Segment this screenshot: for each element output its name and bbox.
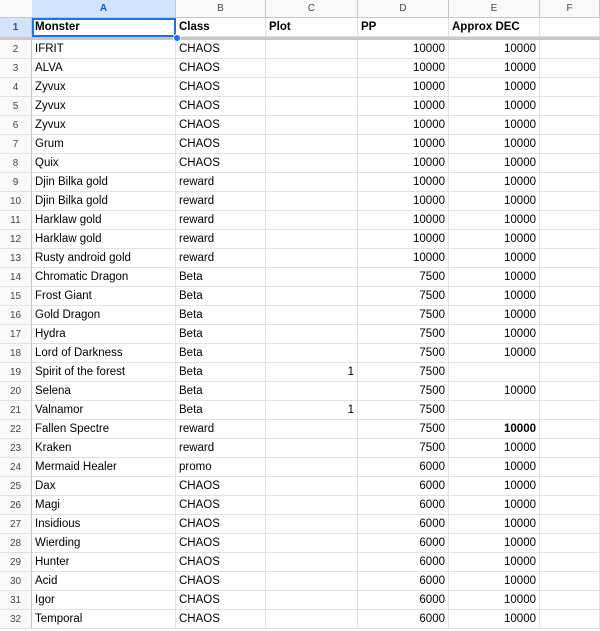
cell-plot[interactable] (266, 268, 358, 287)
cell-plot[interactable] (266, 135, 358, 154)
cell-class[interactable]: CHAOS (176, 610, 266, 629)
cell-f[interactable] (540, 173, 600, 192)
cell-pp[interactable]: 7500 (358, 382, 449, 401)
cell-f[interactable] (540, 59, 600, 78)
cell-dec[interactable]: 10000 (449, 173, 540, 192)
cell-pp[interactable]: 7500 (358, 287, 449, 306)
table-row (0, 268, 600, 287)
cell-monster[interactable]: Harklaw gold (32, 230, 176, 249)
cell-plot[interactable] (266, 173, 358, 192)
cell-pp[interactable]: 7500 (358, 306, 449, 325)
table-row (0, 572, 600, 591)
cell-monster[interactable]: Lord of Darkness (32, 344, 176, 363)
cell-class[interactable]: CHAOS (176, 591, 266, 610)
cell-f[interactable] (540, 135, 600, 154)
column-header-d[interactable]: D (358, 0, 449, 17)
cell-class[interactable]: Beta (176, 287, 266, 306)
cell-plot[interactable] (266, 534, 358, 553)
header-cell-dec[interactable]: Approx DEC (449, 18, 540, 37)
cell-pp[interactable]: 6000 (358, 477, 449, 496)
column-header-e[interactable]: E (449, 0, 540, 17)
cell-monster[interactable]: Zyvux (32, 116, 176, 135)
cell-dec[interactable]: 10000 (449, 135, 540, 154)
cell-monster[interactable]: Grum (32, 135, 176, 154)
cell-class[interactable]: Beta (176, 325, 266, 344)
cell-f[interactable] (540, 230, 600, 249)
header-cell-f[interactable] (540, 18, 600, 37)
table-row (0, 553, 600, 572)
cell-plot[interactable] (266, 572, 358, 591)
cell-dec[interactable]: 10000 (449, 306, 540, 325)
row-number[interactable]: 4 (0, 78, 32, 97)
row-number[interactable]: 32 (0, 610, 32, 629)
cell-pp[interactable]: 10000 (358, 40, 449, 59)
cell-monster[interactable]: Igor (32, 591, 176, 610)
table-row (0, 325, 600, 344)
table-row (0, 610, 600, 629)
cell-f[interactable] (540, 534, 600, 553)
row-number[interactable]: 5 (0, 97, 32, 116)
table-row (0, 211, 600, 230)
cell-monster[interactable]: Valnamor (32, 401, 176, 420)
cell-pp[interactable]: 10000 (358, 249, 449, 268)
cell-monster[interactable]: Wierding (32, 534, 176, 553)
cell-plot[interactable] (266, 78, 358, 97)
cell-monster[interactable]: Harklaw gold (32, 211, 176, 230)
cell-monster[interactable]: Quix (32, 154, 176, 173)
cell-plot[interactable] (266, 230, 358, 249)
cell-dec[interactable]: 10000 (449, 420, 540, 439)
cell-plot[interactable] (266, 439, 358, 458)
cell-monster[interactable]: Kraken (32, 439, 176, 458)
cell-dec[interactable]: 10000 (449, 382, 540, 401)
table-row (0, 306, 600, 325)
table-row (0, 59, 600, 78)
select-all-corner[interactable] (0, 0, 33, 17)
row-number[interactable]: 6 (0, 116, 32, 135)
cell-class[interactable]: reward (176, 230, 266, 249)
cell-plot[interactable] (266, 59, 358, 78)
cell-class[interactable]: CHAOS (176, 59, 266, 78)
cell-monster[interactable]: Djin Bilka gold (32, 173, 176, 192)
row-number[interactable]: 20 (0, 382, 32, 401)
cell-plot[interactable] (266, 325, 358, 344)
cell-monster[interactable]: Selena (32, 382, 176, 401)
column-header-f[interactable]: F (540, 0, 600, 17)
cell-dec[interactable]: 10000 (449, 97, 540, 116)
cell-monster[interactable]: Chromatic Dragon (32, 268, 176, 287)
cell-class[interactable]: CHAOS (176, 477, 266, 496)
cell-pp[interactable]: 7500 (358, 401, 449, 420)
cell-pp[interactable]: 6000 (358, 591, 449, 610)
cell-pp[interactable]: 7500 (358, 363, 449, 382)
cell-monster[interactable]: Frost Giant (32, 287, 176, 306)
cell-f[interactable] (540, 306, 600, 325)
cell-pp[interactable]: 10000 (358, 59, 449, 78)
cell-f[interactable] (540, 591, 600, 610)
cell-plot[interactable] (266, 154, 358, 173)
cell-dec[interactable]: 10000 (449, 287, 540, 306)
row-number[interactable]: 7 (0, 135, 32, 154)
row-number[interactable]: 10 (0, 192, 32, 211)
cell-monster[interactable]: IFRIT (32, 40, 176, 59)
cell-class[interactable]: CHAOS (176, 534, 266, 553)
column-header-a[interactable]: A (32, 0, 176, 17)
frozen-row-divider[interactable] (0, 37, 600, 40)
cell-plot[interactable] (266, 496, 358, 515)
table-row (0, 173, 600, 192)
cell-pp[interactable]: 7500 (358, 344, 449, 363)
row-number[interactable]: 30 (0, 572, 32, 591)
row-number[interactable]: 2 (0, 40, 32, 59)
cell-class[interactable]: reward (176, 192, 266, 211)
cell-dec[interactable]: 10000 (449, 610, 540, 629)
cell-monster[interactable]: Gold Dragon (32, 306, 176, 325)
cell-plot[interactable] (266, 116, 358, 135)
table-row (0, 420, 600, 439)
cell-f[interactable] (540, 40, 600, 59)
cell-monster[interactable]: Acid (32, 572, 176, 591)
row-number[interactable]: 17 (0, 325, 32, 344)
cell-plot[interactable] (266, 211, 358, 230)
column-header-b[interactable]: B (176, 0, 266, 17)
cell-class[interactable]: CHAOS (176, 40, 266, 59)
table-row (0, 515, 600, 534)
cell-dec[interactable]: 10000 (449, 230, 540, 249)
cell-plot[interactable] (266, 553, 358, 572)
cell-f[interactable] (540, 363, 600, 382)
cell-dec[interactable]: 10000 (449, 496, 540, 515)
row-number[interactable]: 27 (0, 515, 32, 534)
cell-pp[interactable]: 6000 (358, 496, 449, 515)
cell-dec[interactable] (449, 401, 540, 420)
cell-monster[interactable]: Hunter (32, 553, 176, 572)
row-number[interactable]: 18 (0, 344, 32, 363)
row-number[interactable]: 12 (0, 230, 32, 249)
cell-dec[interactable]: 10000 (449, 268, 540, 287)
row-number[interactable]: 3 (0, 59, 32, 78)
cell-plot[interactable] (266, 249, 358, 268)
row-number[interactable]: 29 (0, 553, 32, 572)
cell-pp[interactable]: 6000 (358, 553, 449, 572)
cell-class[interactable]: reward (176, 173, 266, 192)
cell-pp[interactable]: 6000 (358, 515, 449, 534)
cell-dec[interactable]: 10000 (449, 78, 540, 97)
cell-dec[interactable]: 10000 (449, 344, 540, 363)
cell-f[interactable] (540, 382, 600, 401)
cell-class[interactable]: Beta (176, 306, 266, 325)
row-number[interactable]: 16 (0, 306, 32, 325)
cell-f[interactable] (540, 515, 600, 534)
cell-pp[interactable]: 7500 (358, 325, 449, 344)
cell-f[interactable] (540, 496, 600, 515)
cell-monster[interactable]: Fallen Spectre (32, 420, 176, 439)
row-number[interactable]: 13 (0, 249, 32, 268)
cell-f[interactable] (540, 211, 600, 230)
cell-pp[interactable]: 10000 (358, 230, 449, 249)
cell-class[interactable]: CHAOS (176, 154, 266, 173)
cell-class[interactable]: reward (176, 211, 266, 230)
cell-pp[interactable]: 7500 (358, 420, 449, 439)
cell-f[interactable] (540, 287, 600, 306)
cell-dec[interactable]: 10000 (449, 591, 540, 610)
cell-pp[interactable]: 6000 (358, 534, 449, 553)
cell-pp[interactable]: 10000 (358, 97, 449, 116)
cell-monster[interactable]: Rusty android gold (32, 249, 176, 268)
row-number[interactable]: 19 (0, 363, 32, 382)
cell-plot[interactable] (266, 458, 358, 477)
table-row (0, 249, 600, 268)
cell-plot[interactable] (266, 192, 358, 211)
cell-class[interactable]: CHAOS (176, 496, 266, 515)
cell-f[interactable] (540, 78, 600, 97)
cell-dec[interactable]: 10000 (449, 572, 540, 591)
cell-monster[interactable]: Magi (32, 496, 176, 515)
table-row (0, 78, 600, 97)
cell-f[interactable] (540, 249, 600, 268)
cell-class[interactable]: CHAOS (176, 515, 266, 534)
cell-dec[interactable]: 10000 (449, 534, 540, 553)
cell-class[interactable]: CHAOS (176, 572, 266, 591)
row-number[interactable]: 28 (0, 534, 32, 553)
cell-plot[interactable]: 1 (266, 363, 358, 382)
cell-plot[interactable] (266, 515, 358, 534)
table-row (0, 401, 600, 420)
cell-plot[interactable] (266, 344, 358, 363)
cell-f[interactable] (540, 325, 600, 344)
cell-monster[interactable]: Hydra (32, 325, 176, 344)
row-number[interactable]: 23 (0, 439, 32, 458)
cell-pp[interactable]: 10000 (358, 211, 449, 230)
cell-f[interactable] (540, 572, 600, 591)
table-row (0, 116, 600, 135)
cell-class[interactable]: CHAOS (176, 116, 266, 135)
table-row (0, 477, 600, 496)
table-row (0, 154, 600, 173)
table-row (0, 97, 600, 116)
cell-f[interactable] (540, 116, 600, 135)
cell-plot[interactable] (266, 420, 358, 439)
header-cell-monster[interactable]: Monster (32, 18, 176, 37)
table-row (0, 363, 600, 382)
table-row (0, 458, 600, 477)
cell-f[interactable] (540, 97, 600, 116)
row-number[interactable]: 8 (0, 154, 32, 173)
table-row (0, 382, 600, 401)
cell-class[interactable]: Beta (176, 401, 266, 420)
table-row (0, 534, 600, 553)
cell-monster[interactable]: Insidious (32, 515, 176, 534)
row-number[interactable]: 11 (0, 211, 32, 230)
cell-pp[interactable]: 7500 (358, 268, 449, 287)
header-cell-plot[interactable]: Plot (266, 18, 358, 37)
cell-f[interactable] (540, 401, 600, 420)
cell-class[interactable]: CHAOS (176, 553, 266, 572)
cell-dec[interactable]: 10000 (449, 59, 540, 78)
cell-plot[interactable] (266, 382, 358, 401)
table-row (0, 344, 600, 363)
cell-pp[interactable]: 10000 (358, 116, 449, 135)
cell-class[interactable]: promo (176, 458, 266, 477)
cell-monster[interactable]: Mermaid Healer (32, 458, 176, 477)
cell-pp[interactable]: 6000 (358, 572, 449, 591)
cell-dec[interactable]: 10000 (449, 515, 540, 534)
cell-dec[interactable]: 10000 (449, 553, 540, 572)
cell-class[interactable]: reward (176, 439, 266, 458)
cell-pp[interactable]: 10000 (358, 135, 449, 154)
table-row (0, 192, 600, 211)
cell-dec[interactable]: 10000 (449, 154, 540, 173)
header-row (0, 18, 600, 37)
cell-monster[interactable]: Zyvux (32, 97, 176, 116)
cell-plot[interactable] (266, 591, 358, 610)
table-row (0, 230, 600, 249)
cell-dec[interactable]: 10000 (449, 439, 540, 458)
row-number[interactable]: 26 (0, 496, 32, 515)
header-cell-class[interactable]: Class (176, 18, 266, 37)
cell-monster[interactable]: Zyvux (32, 78, 176, 97)
cell-class[interactable]: reward (176, 249, 266, 268)
cell-class[interactable]: CHAOS (176, 97, 266, 116)
column-header-c[interactable]: C (266, 0, 358, 17)
cell-class[interactable]: Beta (176, 344, 266, 363)
cell-plot[interactable] (266, 610, 358, 629)
cell-plot[interactable] (266, 40, 358, 59)
row-number[interactable]: 22 (0, 420, 32, 439)
cell-f[interactable] (540, 477, 600, 496)
cell-f[interactable] (540, 553, 600, 572)
cell-f[interactable] (540, 154, 600, 173)
cell-class[interactable]: CHAOS (176, 135, 266, 154)
cell-monster[interactable]: Djin Bilka gold (32, 192, 176, 211)
selection-fill-handle[interactable] (173, 34, 181, 42)
cell-monster[interactable]: ALVA (32, 59, 176, 78)
row-number[interactable]: 21 (0, 401, 32, 420)
table-row (0, 496, 600, 515)
cell-f[interactable] (540, 344, 600, 363)
cell-f[interactable] (540, 439, 600, 458)
cell-f[interactable] (540, 610, 600, 629)
cell-plot[interactable]: 1 (266, 401, 358, 420)
table-row (0, 135, 600, 154)
cell-monster[interactable]: Spirit of the forest (32, 363, 176, 382)
cell-pp[interactable]: 6000 (358, 610, 449, 629)
cell-class[interactable]: Beta (176, 382, 266, 401)
row-number[interactable]: 15 (0, 287, 32, 306)
cell-pp[interactable]: 10000 (358, 154, 449, 173)
cell-plot[interactable] (266, 477, 358, 496)
header-cell-pp[interactable]: PP (358, 18, 449, 37)
cell-monster[interactable]: Dax (32, 477, 176, 496)
cell-f[interactable] (540, 420, 600, 439)
table-row (0, 439, 600, 458)
cell-pp[interactable]: 10000 (358, 78, 449, 97)
cell-f[interactable] (540, 268, 600, 287)
row-number[interactable]: 25 (0, 477, 32, 496)
row-number[interactable]: 24 (0, 458, 32, 477)
cell-f[interactable] (540, 458, 600, 477)
cell-pp[interactable]: 7500 (358, 439, 449, 458)
cell-plot[interactable] (266, 97, 358, 116)
cell-dec[interactable]: 10000 (449, 458, 540, 477)
cell-dec[interactable] (449, 363, 540, 382)
cell-class[interactable]: CHAOS (176, 78, 266, 97)
row-number[interactable]: 1 (0, 18, 32, 37)
cell-dec[interactable]: 10000 (449, 249, 540, 268)
cell-dec[interactable]: 10000 (449, 40, 540, 59)
cell-pp[interactable]: 10000 (358, 173, 449, 192)
cell-dec[interactable]: 10000 (449, 192, 540, 211)
cell-dec[interactable]: 10000 (449, 325, 540, 344)
row-number[interactable]: 14 (0, 268, 32, 287)
table-row (0, 40, 600, 59)
cell-dec[interactable]: 10000 (449, 211, 540, 230)
column-header-bar (0, 0, 600, 18)
cell-plot[interactable] (266, 306, 358, 325)
row-number[interactable]: 9 (0, 173, 32, 192)
cell-f[interactable] (540, 192, 600, 211)
cell-class[interactable]: Beta (176, 363, 266, 382)
row-number[interactable]: 31 (0, 591, 32, 610)
cell-class[interactable]: reward (176, 420, 266, 439)
cell-plot[interactable] (266, 287, 358, 306)
cell-dec[interactable]: 10000 (449, 477, 540, 496)
cell-dec[interactable]: 10000 (449, 116, 540, 135)
cell-pp[interactable]: 10000 (358, 192, 449, 211)
table-row (0, 287, 600, 306)
cell-class[interactable]: Beta (176, 268, 266, 287)
cell-monster[interactable]: Temporal (32, 610, 176, 629)
table-row (0, 591, 600, 610)
cell-pp[interactable]: 6000 (358, 458, 449, 477)
